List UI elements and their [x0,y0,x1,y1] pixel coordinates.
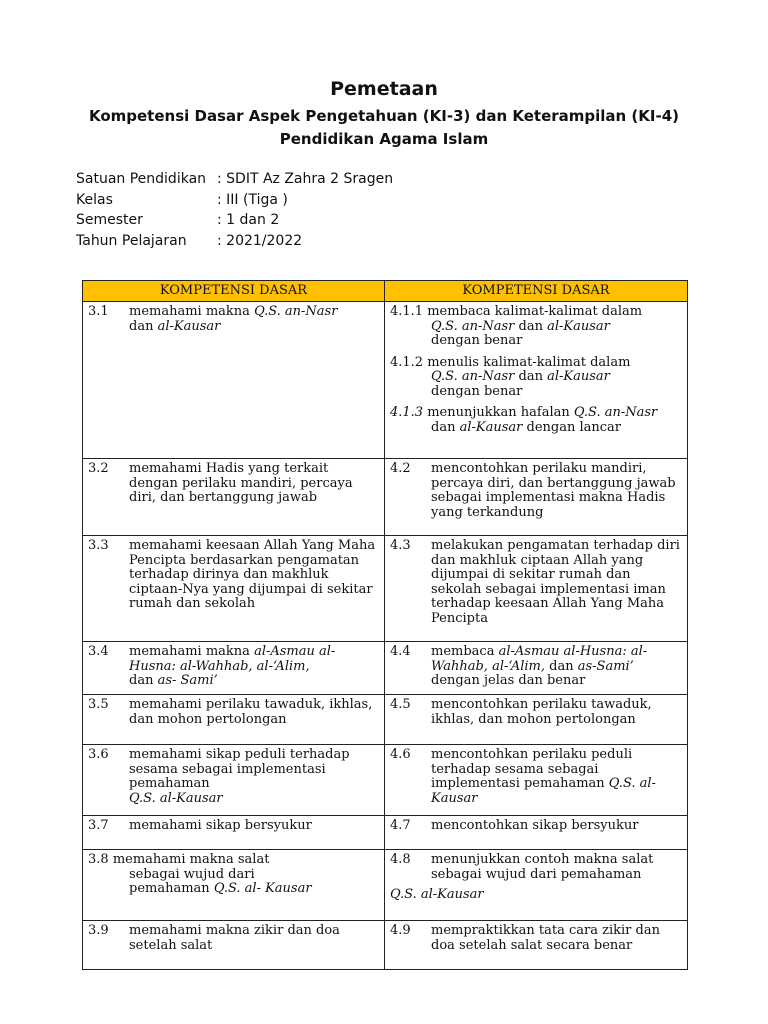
kd-number: 3.1 [88,304,109,319]
table-row [83,459,688,536]
kd-text: memahami sikap peduli terhadap sesama sebagai implementasi pemahaman Q.S. al-Kausar [129,747,350,806]
kd-number: 3.3 [88,538,109,553]
cell-kd-3-4 [83,642,385,695]
kd-text: memahami makna zikir dan doa setelah salat [129,923,340,953]
table-header-row [83,281,688,302]
kd-text-4-1-3: 4.1.3 menunjukkan hafalan Q.S. an-Nasr [390,405,658,420]
info-value: : 1 dan 2 [217,212,280,228]
column-header-right: KOMPETENSI DASAR [385,281,688,302]
cell-kd-3-8 [83,850,385,921]
info-label: Satuan Pendidikan [76,171,207,187]
table-row [83,642,688,695]
cell-kd-3-2 [83,459,385,536]
kd-text: mencontohkan perilaku tawaduk, ikhlas, dan mohon pertolongan [431,697,652,727]
info-label: Kelas [76,191,113,208]
kd-text: dan al-Kausar [129,318,221,334]
cell-kd-4-5 [385,695,688,745]
kd-number: 3.8 [88,852,109,867]
kd-text: mencontohkan sikap bersyukur [431,818,639,833]
kd-text-4-1-2: 4.1.2 menulis kalimat-kalimat dalam [390,354,631,370]
kd-text: mencontohkan perilaku peduli terhadap sesama sebagai implementasi pemahaman Q.S. al- Kausar [431,747,656,806]
info-value: : III (Tiga ) [217,191,288,208]
cell-kd-3-5 [83,695,385,745]
kd-text: membaca al-Asmau al-Husna: al-Wahhab, al-‘Alim, dan as-Sami’ dengan jelas dan benar [431,644,648,688]
table-row [83,850,688,921]
kd-number: 3.4 [88,644,109,659]
subtitle-line-2: Pendidikan Agama Islam [279,130,489,148]
page-title: Pemetaan [330,78,438,100]
table-row [83,816,688,850]
kd-number: 4.6 [390,747,411,762]
kd-text-4-1-1: 4.1.1 membaca kalimat-kalimat dalam [390,304,643,319]
kd-number: 3.5 [88,697,109,712]
info-label: Semester [76,212,143,228]
cell-kd-3-3 [83,536,385,642]
info-value: : SDIT Az Zahra 2 Sragen [217,171,394,187]
kd-text: memahami perilaku tawaduk, ikhlas, dan mohon pertolongan [129,697,373,727]
table-row [83,695,688,745]
kd-number: 3.6 [88,747,109,762]
kd-text: menunjukkan contoh makna salat sebagai wujud dari pemahaman [431,852,654,882]
kd-number: 4.5 [390,697,411,712]
school-info [76,169,393,251]
kd-text: melakukan pengamatan terhadap diri dan makhluk ciptaan Allah yang dijumpai di sekitar rumah dan sekolah sebagai implementasi iman terhadap keesaan Allah Yang Maha Pencipta [431,538,680,626]
table-row [83,302,688,459]
cell-kd-4-1 [385,302,688,459]
kd-number: 3.9 [88,923,109,938]
kd-number: 4.7 [390,818,411,833]
kd-number: 3.2 [88,461,109,476]
kd-text: pemahaman Q.S. al- Kausar [129,881,312,896]
cell-kd-3-9 [83,921,385,970]
cell-kd-4-3 [385,536,688,642]
kd-number: 4.8 [390,852,411,867]
kd-number: 4.4 [390,644,411,659]
column-header-left: KOMPETENSI DASAR [83,281,385,302]
competency-table [82,280,688,970]
table-row [83,536,688,642]
kd-number: 4.3 [390,538,411,553]
info-row [76,169,393,190]
info-row [76,190,393,211]
info-row [76,231,393,252]
kd-text: memahami keesaan Allah Yang Maha Pencipta berdasarkan pengamatan terhadap dirinya dan makhluk ciptaan-Nya yang dijumpai di sekitar rumah dan sekolah [129,538,376,611]
subtitle-line-1: Kompetensi Dasar Aspek Pengetahuan (KI-3) dan Keterampilan (KI-4) [88,107,680,125]
kd-text: Q.S. al-Kausar [390,887,484,902]
kd-text: dan al-Kausar dengan lancar [431,419,621,435]
cell-kd-4-9 [385,921,688,970]
cell-kd-4-8 [385,850,688,921]
cell-kd-3-7 [83,816,385,850]
kd-number: 3.7 [88,818,109,833]
kd-text: sebagai wujud dari [129,866,255,882]
kd-text: mempraktikkan tata cara zikir dan doa setelah salat secara benar [431,923,660,953]
cell-kd-3-1 [83,302,385,459]
kd-text: Q.S. an-Nasr dan al-Kausar [431,369,610,384]
kd-text: dengan benar [431,383,523,399]
cell-kd-4-6 [385,745,688,816]
cell-kd-4-4 [385,642,688,695]
kd-text: memahami makna al-Asmau al-Husna: al-Wahhab, al-‘Alim, dan as- Sami’ [129,644,336,688]
kd-number: 4.2 [390,461,411,476]
cell-kd-3-6 [83,745,385,816]
cell-kd-4-2 [385,459,688,536]
kd-text: Q.S. an-Nasr dan al-Kausar [431,318,610,334]
info-row [76,210,393,231]
info-value: : 2021/2022 [217,232,303,249]
info-label: Tahun Pelajaran [76,232,187,249]
kd-text: mencontohkan perilaku mandiri, percaya diri, dan bertanggung jawab sebagai implementasi makna Hadis yang terkandung [431,461,676,520]
table-row [83,921,688,970]
kd-text: dengan benar [431,333,523,348]
table-row [83,745,688,816]
kd-text: memahami sikap bersyukur [129,818,312,833]
kd-text: 3.8 memahami makna salat [88,852,270,867]
kd-text: memahami makna Q.S. an-Nasr [129,304,338,319]
cell-kd-4-7 [385,816,688,850]
kd-text: memahami Hadis yang terkait dengan perilaku mandiri, percaya diri, dan bertanggung jawab [129,461,353,505]
kd-number: 4.9 [390,923,411,938]
